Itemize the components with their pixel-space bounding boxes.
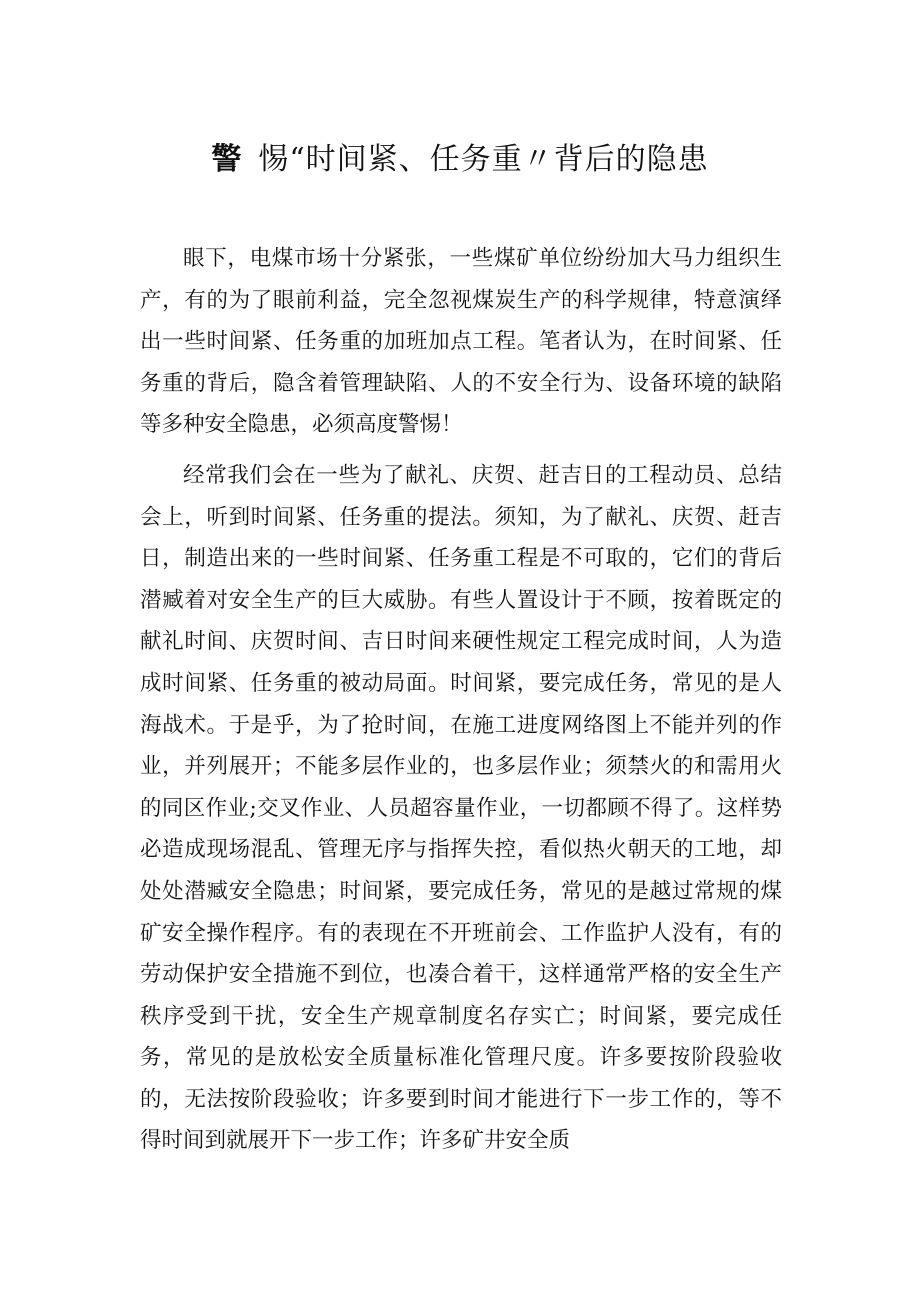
paragraph-2: 经常我们会在一些为了献礼、庆贺、赶吉日的工程动员、总结会上，听到时间紧、任务重的提法。须知，为了献礼、庆贺、赶吉日，制造出来的一些时间紧、任务重工程是不可取的，它们的背后潜臧着对安全生产的巨大威胁。有些人置设计于不顾，按着既定的献礼时间、庆贺时间、吉日时间来硬性规定工程完成时间，人为造成时间紧、任务重的被动局面。时间紧，要完成任务，常见的是人海战术。于是乎，为了抢时间，在施工进度网络图上不能并列的作业，并列展开；不能多层作业的，也多层作业；须禁火的和需用火的同区作业;交叉作业、人员超容量作业，一切都顾不得了。这样势必造成现场混乱、管理无序与指挥失控，看似热火朝天的工地，却处处潜臧安全隐患；时间紧，要完成任务，常见的是越过常规的煤矿安全操作程序。有的表现在不开班前会、工作监护人没有，有的劳动保护安全措施不到位，也凑合着干，这样通常严格的安全生产秩序受到干扰，安全生产规章制度名存实亡；时间紧，要完成任务，常见的是放松安全质量标准化管理尺度。许多要按阶段验收的，无法按阶段验收；许多要到时间才能进行下一步工作的，等不得时间到就展开下一步工作；许多矿井安全质 [140,462,782,1154]
document-title [0,137,920,183]
title-lead-char: 警 [211,142,243,177]
paragraph-1: 眼下，电煤市场十分紧张，一些煤矿单位纷纷加大马力组织生产，有的为了眼前利益，完全忽视煤炭生产的科学规律，特意演绎出一些时间紧、任务重的加班加点工程。笔者认为，在时间紧、任务重的背后，隐含着管理缺陷、人的不安全行为、设备环境的缺陷等多种安全隐患，必须高度警惕！ [140,246,782,438]
document-body [140,238,782,1171]
title-text: 惕“时间紧、任务重〃背后的隐患 [258,142,709,177]
